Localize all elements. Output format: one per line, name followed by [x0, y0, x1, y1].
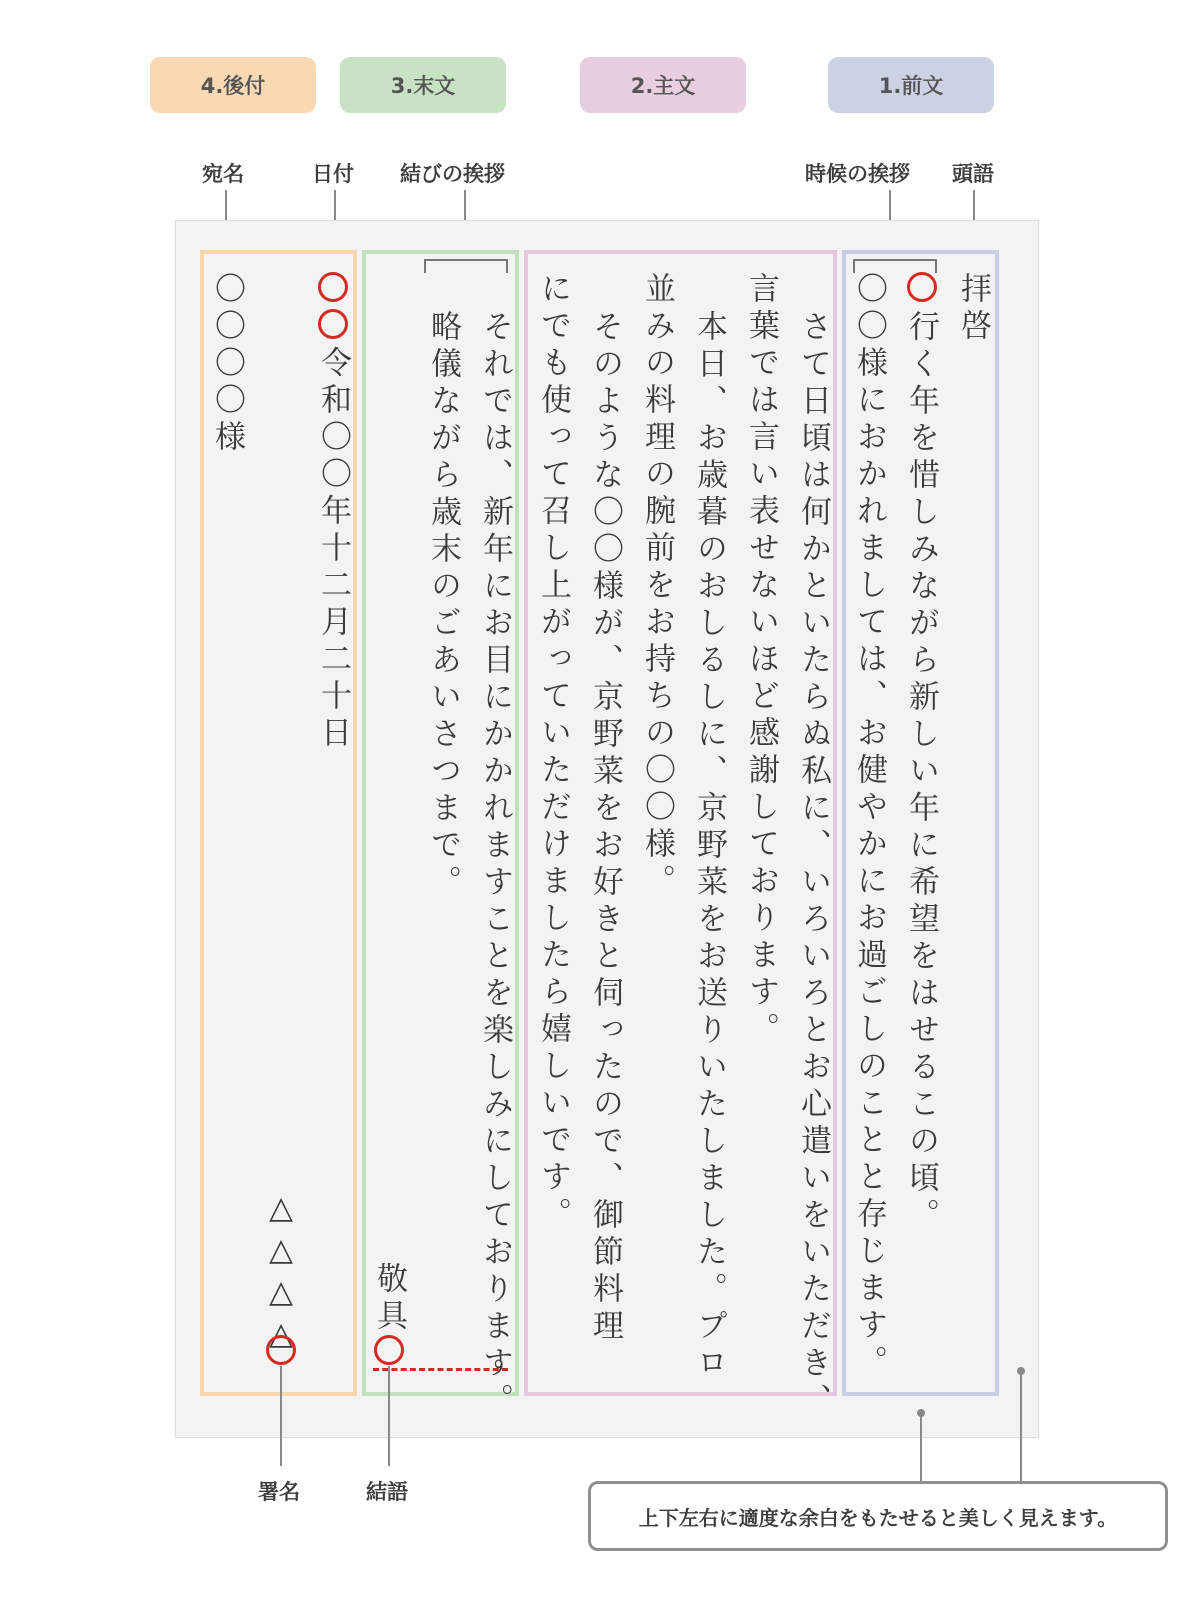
leader-ketsugo — [388, 1366, 390, 1466]
shubun-line-6: にでも使って召し上がっていただけましたら嬉しいです。 — [535, 272, 571, 1234]
legend-part3: 3.末文 — [340, 57, 506, 113]
maebun-line-1: 行く年を惜しみながら新しい年に希望をはせるこの頃。 — [903, 310, 939, 1235]
tougo-text: 拝啓 — [955, 272, 991, 346]
shubun-line-3: 本日、お歳暮のおしるしに、京野菜をお送りいたしました。プロ — [691, 310, 727, 1383]
label-atena: 宛名 — [202, 162, 244, 186]
maebun-indent-mark — [907, 272, 937, 302]
label-jikou: 時候の挨拶 — [805, 162, 910, 186]
bracket-jikou — [853, 259, 937, 273]
shubun-line-4: 並みの料理の腕前をお持ちの〇〇様。 — [639, 272, 675, 901]
legend-part4: 4.後付 — [150, 57, 316, 113]
ketsugo-dashed-line — [373, 1368, 508, 1371]
legend-part2: 2.主文 — [580, 57, 746, 113]
margin-note: 上下左右に適度な余白をもたせると美しく見えます。 — [588, 1481, 1168, 1551]
label-shomei: 署名 — [258, 1480, 300, 1504]
legend-part1: 1.前文 — [828, 57, 994, 113]
leader-margin-bottom — [920, 1414, 922, 1482]
shubun-line-5: そのような〇〇様が、京野菜をお好きと伺ったので、御節料理 — [587, 310, 623, 1346]
maebun-line-2: 〇〇様におかれましては、お健やかにお過ごしのことと存じます。 — [851, 272, 887, 1382]
label-tougo: 頭語 — [952, 162, 994, 186]
label-ketsugo: 結語 — [366, 1480, 408, 1504]
ketsugo-text: 敬具 — [371, 1262, 407, 1336]
leader-shomei — [280, 1366, 282, 1466]
date-mark-2 — [318, 309, 348, 339]
shubun-line-1: さて日頃は何かといたらぬ私に、いろいろとお心遣いをいただき、 — [795, 310, 831, 1420]
signature-mark — [266, 1335, 296, 1365]
addressee-text: 〇〇〇〇様 — [209, 272, 245, 457]
date-text: 令和〇〇年十二月二十日 — [315, 346, 351, 753]
ketsugo-mark — [374, 1335, 404, 1365]
bracket-musubi — [424, 259, 508, 273]
shubun-line-2: 言葉では言い表せないほど感謝しております。 — [743, 272, 779, 1049]
date-mark-1 — [318, 272, 348, 302]
leader-margin-right — [1020, 1372, 1022, 1482]
label-hizuke: 日付 — [312, 162, 354, 186]
matsubun-line-2: 略儀ながら歳末のごあいさつまで。 — [425, 310, 461, 902]
signature-text: △△△△ — [263, 1190, 299, 1358]
matsubun-line-1: それでは、新年にお目にかかれますことを楽しみにしております。 — [477, 310, 513, 1420]
label-musubi: 結びの挨拶 — [400, 162, 505, 186]
